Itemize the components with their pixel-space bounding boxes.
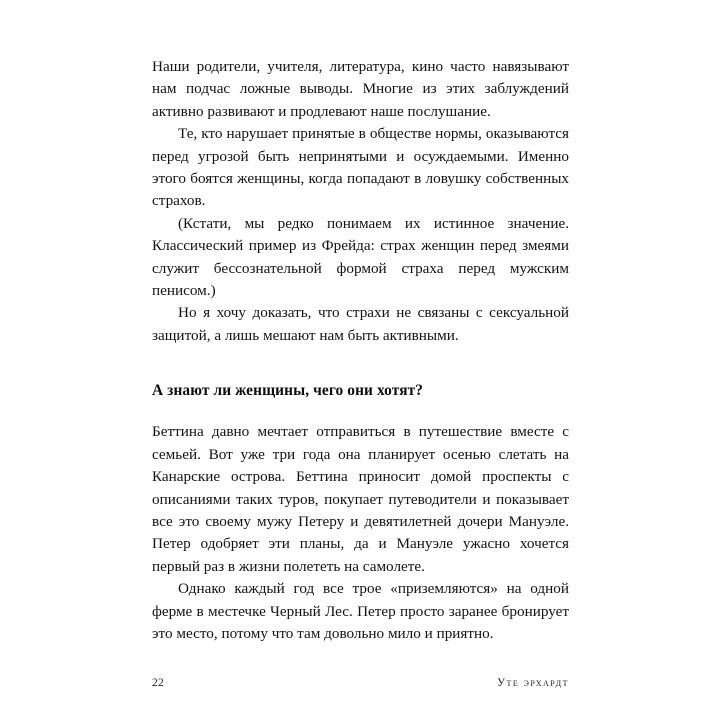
section-heading: А знают ли женщины, чего они хотят? — [152, 382, 424, 400]
body-paragraph: Те, кто нарушает принятые в обществе нормы, оказываются перед угрозой быть непринятыми и осуждаемыми. Именно этого боятся женщины, когда попадают в ловушку собственных страхов. — [152, 125, 569, 210]
heading-spacer-above — [152, 347, 569, 380]
body-paragraph: Но я хочу доказать, что страхи не связаны с сексуальной защитой, а лишь мешают нам быть активными. — [152, 304, 569, 344]
text-column — [152, 56, 569, 645]
page-footer — [152, 676, 569, 690]
heading-spacer-below — [152, 402, 569, 421]
body-paragraph: Беттина давно мечтает отправиться в путешествие вместе с семьей. Вот уже три года она планирует осенью слетать на Канарские острова. Беттина приносит домой проспекты с описаниями таких туров, покупает путеводители и показывает все это своему мужу Петеру и девятилетней дочери Мануэле. Петер одобряет эти планы, да и Мануэле ужасно хочется первый раз в жизни полететь на самолете. — [152, 423, 569, 575]
body-paragraph: (Кстати, мы редко понимаем их истинное значение. Классический пример из Фрейда: страх женщин перед змеями служит бессознательной формой страха перед мужским пенисом.) — [152, 214, 569, 300]
page-number: 22 — [152, 677, 165, 689]
running-author: уте эрхардт — [497, 677, 569, 689]
body-paragraph: Однако каждый год все трое «приземляются» на одной ферме в местечке Черный Лес. Петер просто заранее бронирует это место, потому что там довольно мило и приятно. — [152, 580, 569, 642]
body-paragraph: Наши родители, учителя, литература, кино часто навязывают нам подчас ложные выводы. Многие из этих заблуждений активно развивают и продлевают наше послушание. — [152, 58, 569, 120]
